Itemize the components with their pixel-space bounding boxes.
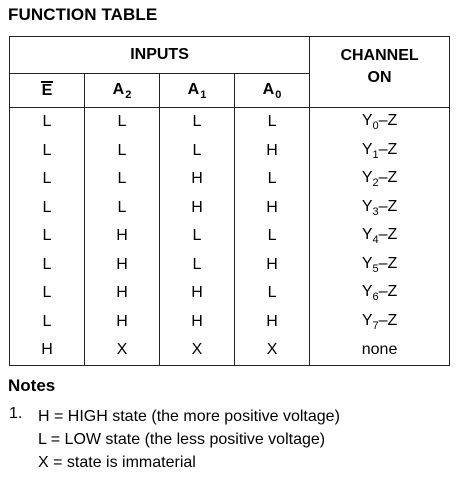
channel-on-header: CHANNEL ON bbox=[310, 37, 450, 108]
cell-e: L bbox=[10, 194, 85, 223]
cell-channel: none bbox=[310, 336, 450, 365]
function-table bbox=[9, 36, 450, 366]
cell-e: H bbox=[10, 336, 85, 365]
table-body bbox=[10, 108, 450, 366]
cell-a2: L bbox=[85, 165, 160, 194]
cell-a2: X bbox=[85, 336, 160, 365]
cell-a0: L bbox=[235, 165, 310, 194]
cell-channel: $Y_1-Z$ bbox=[310, 137, 450, 166]
cell-a0: L bbox=[235, 222, 310, 251]
col-header-a0: $A_0$ bbox=[235, 74, 310, 108]
table-row bbox=[10, 222, 450, 251]
cell-channel: $Y_7-Z$ bbox=[310, 308, 450, 337]
cell-channel: $Y_0-Z$ bbox=[310, 108, 450, 137]
cell-a1: L bbox=[160, 137, 235, 166]
note-line-high: H = HIGH state (the more positive voltage) bbox=[38, 408, 340, 425]
cell-a0: L bbox=[235, 108, 310, 137]
cell-a0: H bbox=[235, 251, 310, 280]
notes-title: Notes bbox=[8, 376, 56, 395]
cell-a2: H bbox=[85, 251, 160, 280]
cell-a1: L bbox=[160, 222, 235, 251]
cell-a1: X bbox=[160, 336, 235, 365]
cell-a1: H bbox=[160, 279, 235, 308]
table-row bbox=[10, 308, 450, 337]
cell-a1: L bbox=[160, 108, 235, 137]
table-row bbox=[10, 108, 450, 137]
cell-channel: $Y_6-Z$ bbox=[310, 279, 450, 308]
cell-channel: $Y_4-Z$ bbox=[310, 222, 450, 251]
cell-a0: H bbox=[235, 137, 310, 166]
cell-a0: H bbox=[235, 194, 310, 223]
note-number: 1. bbox=[9, 405, 23, 422]
cell-a2: H bbox=[85, 222, 160, 251]
cell-a2: H bbox=[85, 279, 160, 308]
page-title: FUNCTION TABLE bbox=[8, 5, 158, 24]
note-lines bbox=[38, 405, 340, 474]
table-row bbox=[10, 194, 450, 223]
cell-e: L bbox=[10, 251, 85, 280]
cell-channel: $Y_5-Z$ bbox=[310, 251, 450, 280]
note-line-immaterial: X = state is immaterial bbox=[38, 454, 196, 471]
cell-a1: H bbox=[160, 308, 235, 337]
inputs-header: INPUTS bbox=[10, 37, 310, 74]
table-row bbox=[10, 251, 450, 280]
cell-a2: L bbox=[85, 108, 160, 137]
cell-e: L bbox=[10, 222, 85, 251]
table-row bbox=[10, 137, 450, 166]
cell-e: L bbox=[10, 279, 85, 308]
cell-e: L bbox=[10, 108, 85, 137]
e-bar-label: E bbox=[41, 82, 53, 99]
col-header-a1: $A_1$ bbox=[160, 74, 235, 108]
cell-a1: L bbox=[160, 251, 235, 280]
cell-a1: H bbox=[160, 165, 235, 194]
cell-a0: H bbox=[235, 308, 310, 337]
table-row bbox=[10, 336, 450, 365]
cell-a1: H bbox=[160, 194, 235, 223]
col-header-e bbox=[10, 74, 85, 108]
cell-e: L bbox=[10, 308, 85, 337]
table-row bbox=[10, 279, 450, 308]
cell-channel: $Y_3-Z$ bbox=[310, 194, 450, 223]
cell-a0: L bbox=[235, 279, 310, 308]
cell-a2: L bbox=[85, 194, 160, 223]
col-header-a2: $A_2$ bbox=[85, 74, 160, 108]
note-line-low: L = LOW state (the less positive voltage) bbox=[38, 431, 326, 448]
cell-a2: L bbox=[85, 137, 160, 166]
cell-channel: $Y_2-Z$ bbox=[310, 165, 450, 194]
cell-e: L bbox=[10, 165, 85, 194]
cell-a2: H bbox=[85, 308, 160, 337]
table-row bbox=[10, 165, 450, 194]
cell-a0: X bbox=[235, 336, 310, 365]
cell-e: L bbox=[10, 137, 85, 166]
